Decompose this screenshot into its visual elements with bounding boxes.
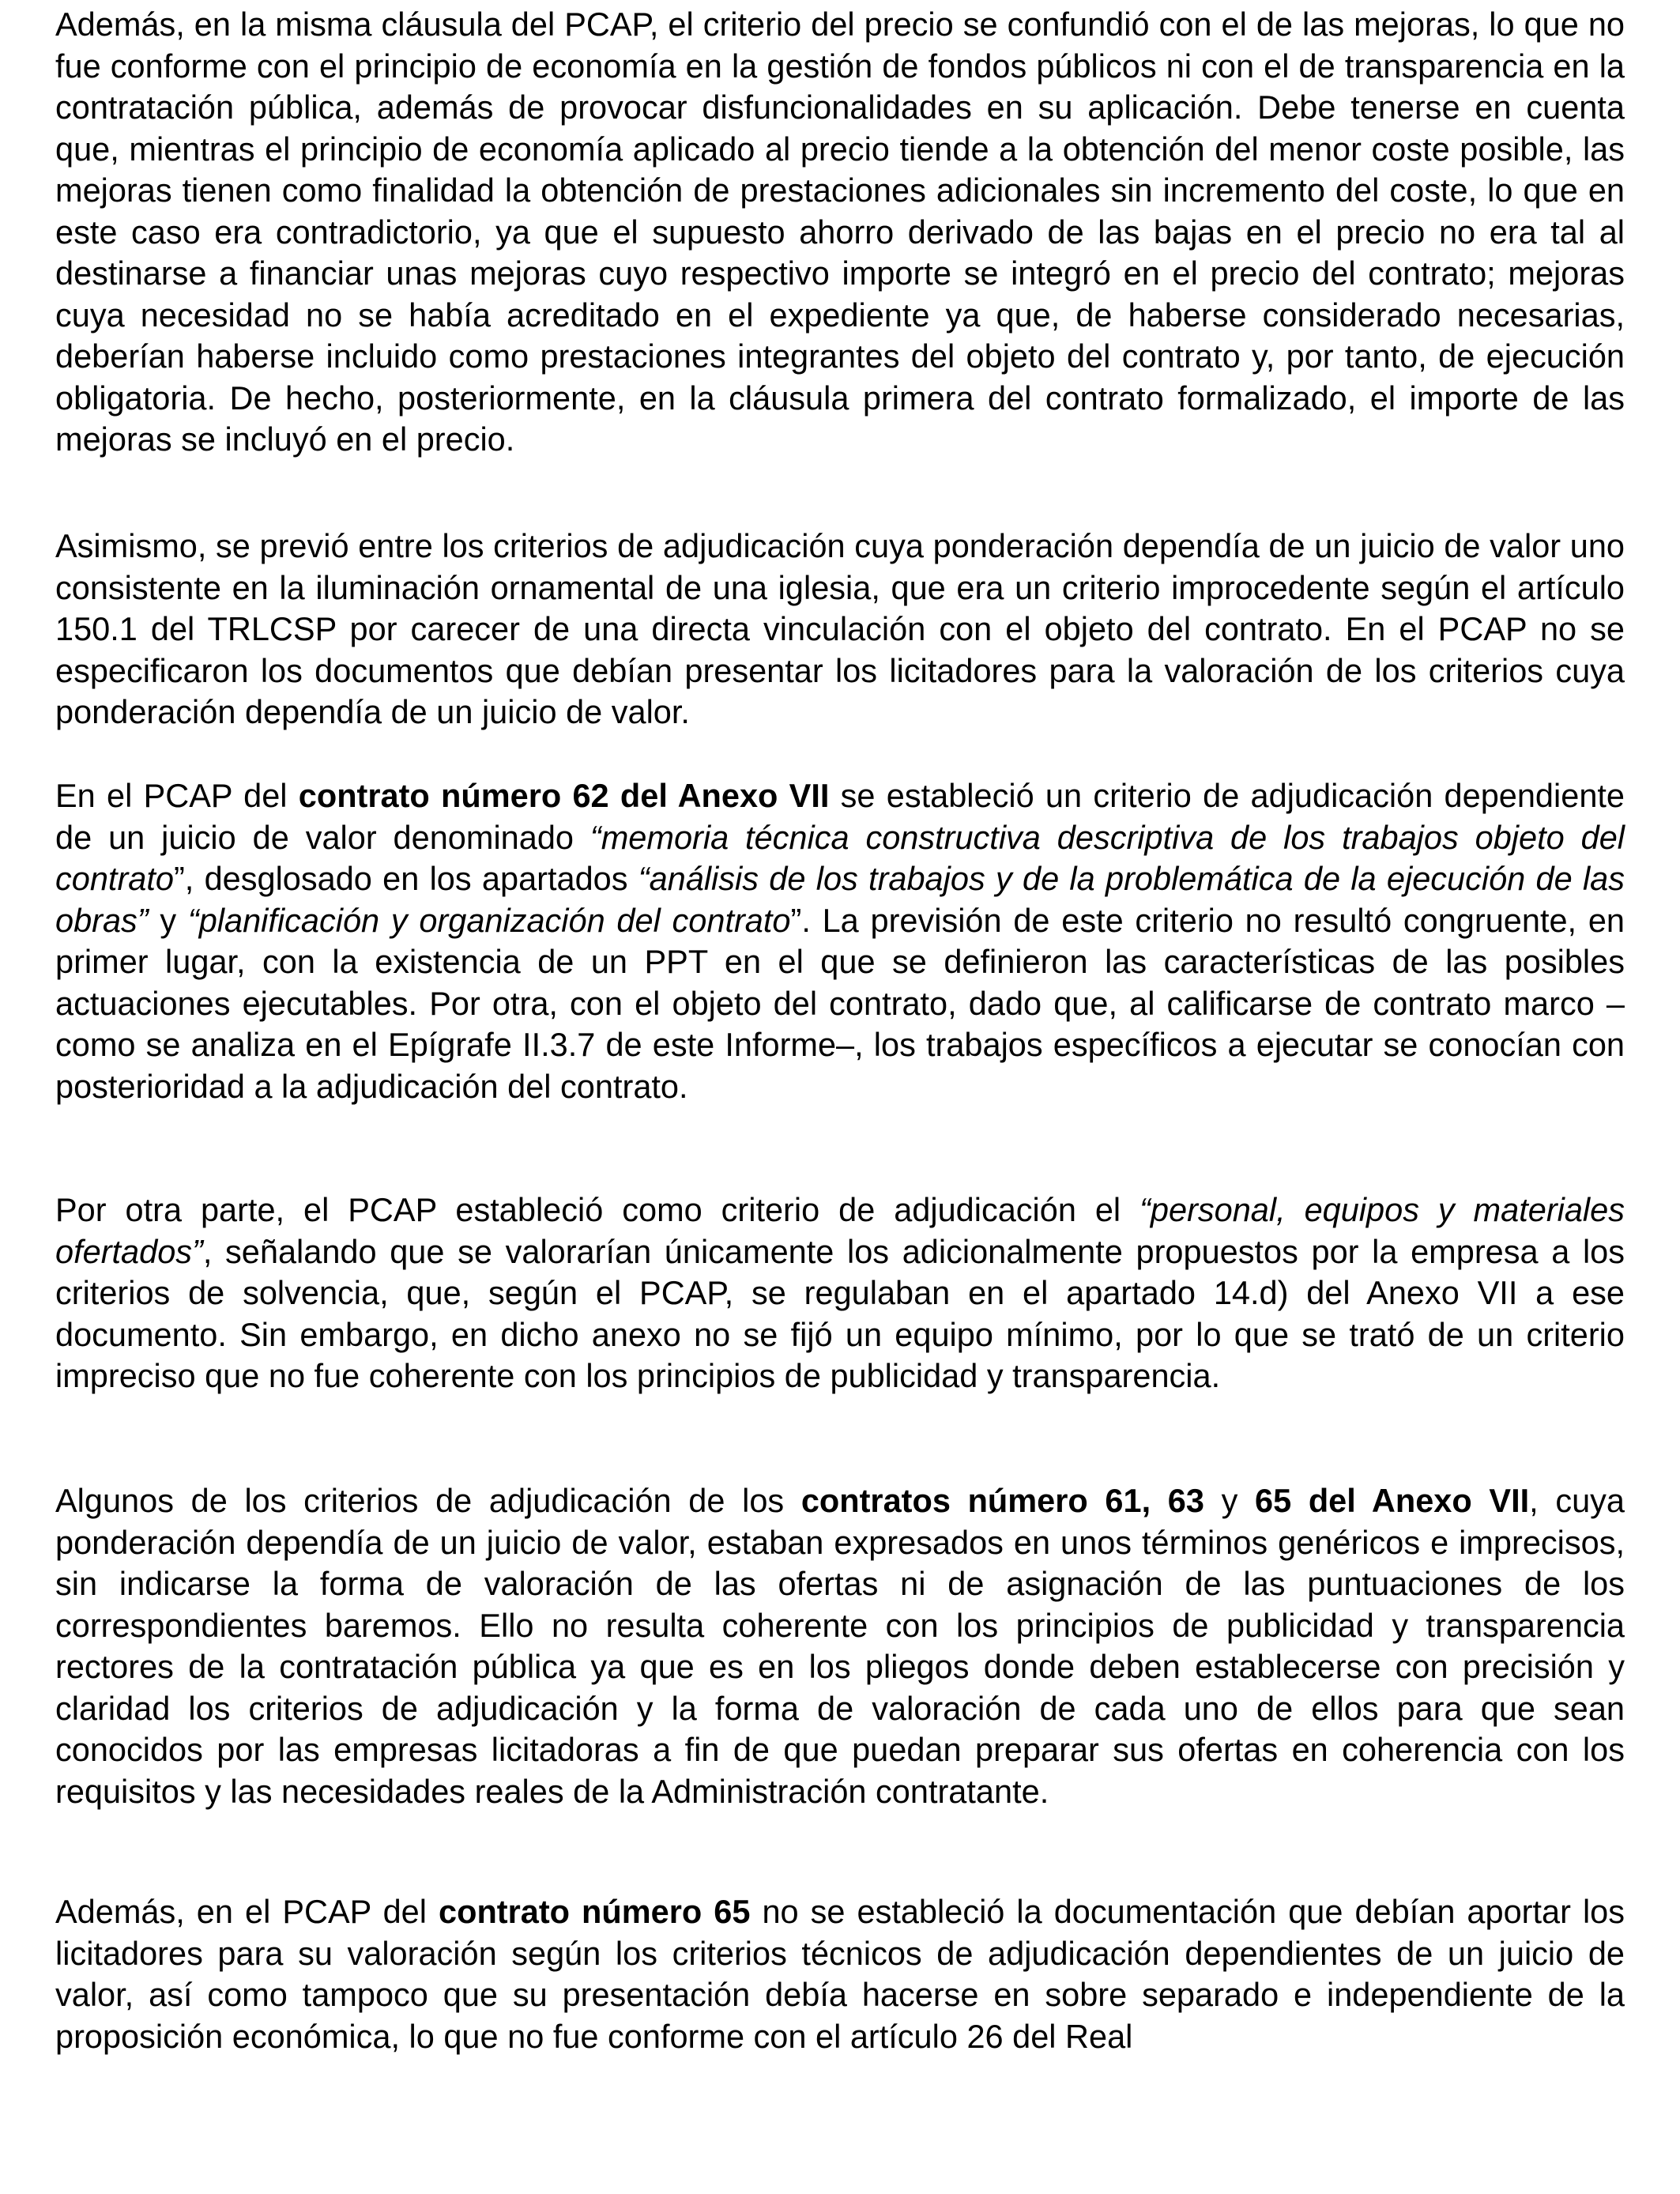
paragraph-5-text-c: , cuya ponderación dependía de un juicio de valor, estaban expresados en unos términos genéricos e imprecisos, sin indicarse la forma de valoración de las ofertas ni de asignación de las puntuaciones de los correspondientes baremos. Ello no resulta coherente con los principios de publicidad y transparencia rectores de la contratación pública ya que es en los pliegos donde deben establecerse con precisión y claridad los criterios de adjudicación y la forma de valoración de cada uno de ellos para que sean conocidos por las empresas licitadoras a fin de que puedan preparar sus ofertas en coherencia con los requisitos y las necesidades reales de la Administración contratante. (55, 1482, 1625, 1810)
paragraph-5-text-b: y (1203, 1482, 1255, 1519)
contract-65-reference: contrato número 65 (439, 1893, 751, 1930)
paragraph-3-text-c: ”, desglosado en los apartados (173, 860, 638, 897)
paragraph-6-text-a: Además, en el PCAP del (55, 1893, 439, 1930)
paragraph-3-text-e: ”. La previsión de este criterio no resultó congruente, en primer lugar, con la existencia de un PPT en el que se definieron las características de las posibles actuaciones ejecutables. Por otra, con el objeto del contrato, dado que, al calificarse de contrato marco –como se analiza en el Epígrafe II.3.7 de este Informe–, los trabajos específicos a ejecutar se conocían con posterioridad a la adjudicación del contrato. (55, 901, 1625, 1105)
paragraph-3-text-d: y (148, 901, 188, 939)
paragraph-2 (55, 526, 1625, 733)
paragraph-6-text-b: no se estableció la documentación que debían aportar los licitadores para su valoración según los criterios técnicos de adjudicación dependientes de un juicio de valor, así como tampoco que su presentación debía hacerse en sobre separado e independiente de la proposición económica, lo que no fue conforme con el artículo 26 del Real (55, 1893, 1625, 2055)
paragraph-1 (55, 4, 1625, 461)
paragraph-6 (55, 1891, 1625, 2057)
criterion-personal-equipos: “personal, equipos y materiales ofertados” (55, 1191, 1625, 1270)
paragraph-4-text-b: , señalando que se valorarían únicamente los adicionalmente propuestos por la empresa a los criterios de solvencia, que, según el PCAP, se regulaban en el apartado 14.d) del Anexo VII a ese documento. Sin embargo, en dicho anexo no se fijó un equipo mínimo, por lo que se trató de un criterio impreciso que no fue coherente con los principios de publicidad y transparencia. (55, 1232, 1625, 1394)
paragraph-2-text: Asimismo, se previó entre los criterios de adjudicación cuya ponderación dependía de un juicio de valor uno consistente en la iluminación ornamental de una iglesia, que era un criterio improcedente según el artículo 150.1 del TRLCSP por carecer de una directa vinculación con el objeto del contrato. En el PCAP no se especificaron los documentos que debían presentar los licitadores para la valoración de los criterios cuya ponderación dependía de un juicio de valor. (55, 527, 1625, 730)
contract-62-reference: contrato número 62 del Anexo VII (298, 777, 830, 814)
paragraph-5 (55, 1480, 1625, 1812)
paragraph-5-text-a: Algunos de los criterios de adjudicación de los (55, 1482, 801, 1519)
paragraph-3-text-b: se estableció un criterio de adjudicación dependiente de un juicio de valor denominado (55, 777, 1625, 856)
paragraph-4 (55, 1189, 1625, 1397)
contract-65-annex-reference: 65 del Anexo VII (1255, 1482, 1530, 1519)
paragraph-4-text-a: Por otra parte, el PCAP estableció como criterio de adjudicación el (55, 1191, 1140, 1228)
contracts-61-63-reference: contratos número 61, 63 (800, 1482, 1204, 1519)
paragraph-3-text-a: En el PCAP del (55, 777, 299, 814)
criterion-analisis-trabajos: “análisis de los trabajos y de la problemática de la ejecución de las obras” (55, 860, 1625, 939)
paragraph-1-text: Además, en la misma cláusula del PCAP, el criterio del precio se confundió con el de las mejoras, lo que no fue conforme con el principio de economía en la gestión de fondos públicos ni con el de transparencia en la contratación pública, además de provocar disfuncionalidades en su aplicación. Debe tenerse en cuenta que, mientras el principio de economía aplicado al precio tiende a la obtención del menor coste posible, las mejoras tienen como finalidad la obtención de prestaciones adicionales sin incremento del coste, lo que en este caso era contradictorio, ya que el supuesto ahorro derivado de las bajas en el precio no era tal al destinarse a financiar unas mejoras cuyo respectivo importe se integró en el precio del contrato; mejoras cuya necesidad no se había acreditado en el expediente ya que, de haberse considerado necesarias, deberían haberse incluido como prestaciones integrantes del objeto del contrato y, por tanto, de ejecución obligatoria. De hecho, posteriormente, en la cláusula primera del contrato formalizado, el importe de las mejoras se incluyó en el precio. (55, 6, 1625, 458)
criterion-memoria-tecnica: “memoria técnica constructiva descriptiva de los trabajos objeto del contrato (55, 818, 1625, 897)
paragraph-3 (55, 775, 1625, 1107)
criterion-planificacion: “planificación y organización del contrato (187, 901, 791, 939)
